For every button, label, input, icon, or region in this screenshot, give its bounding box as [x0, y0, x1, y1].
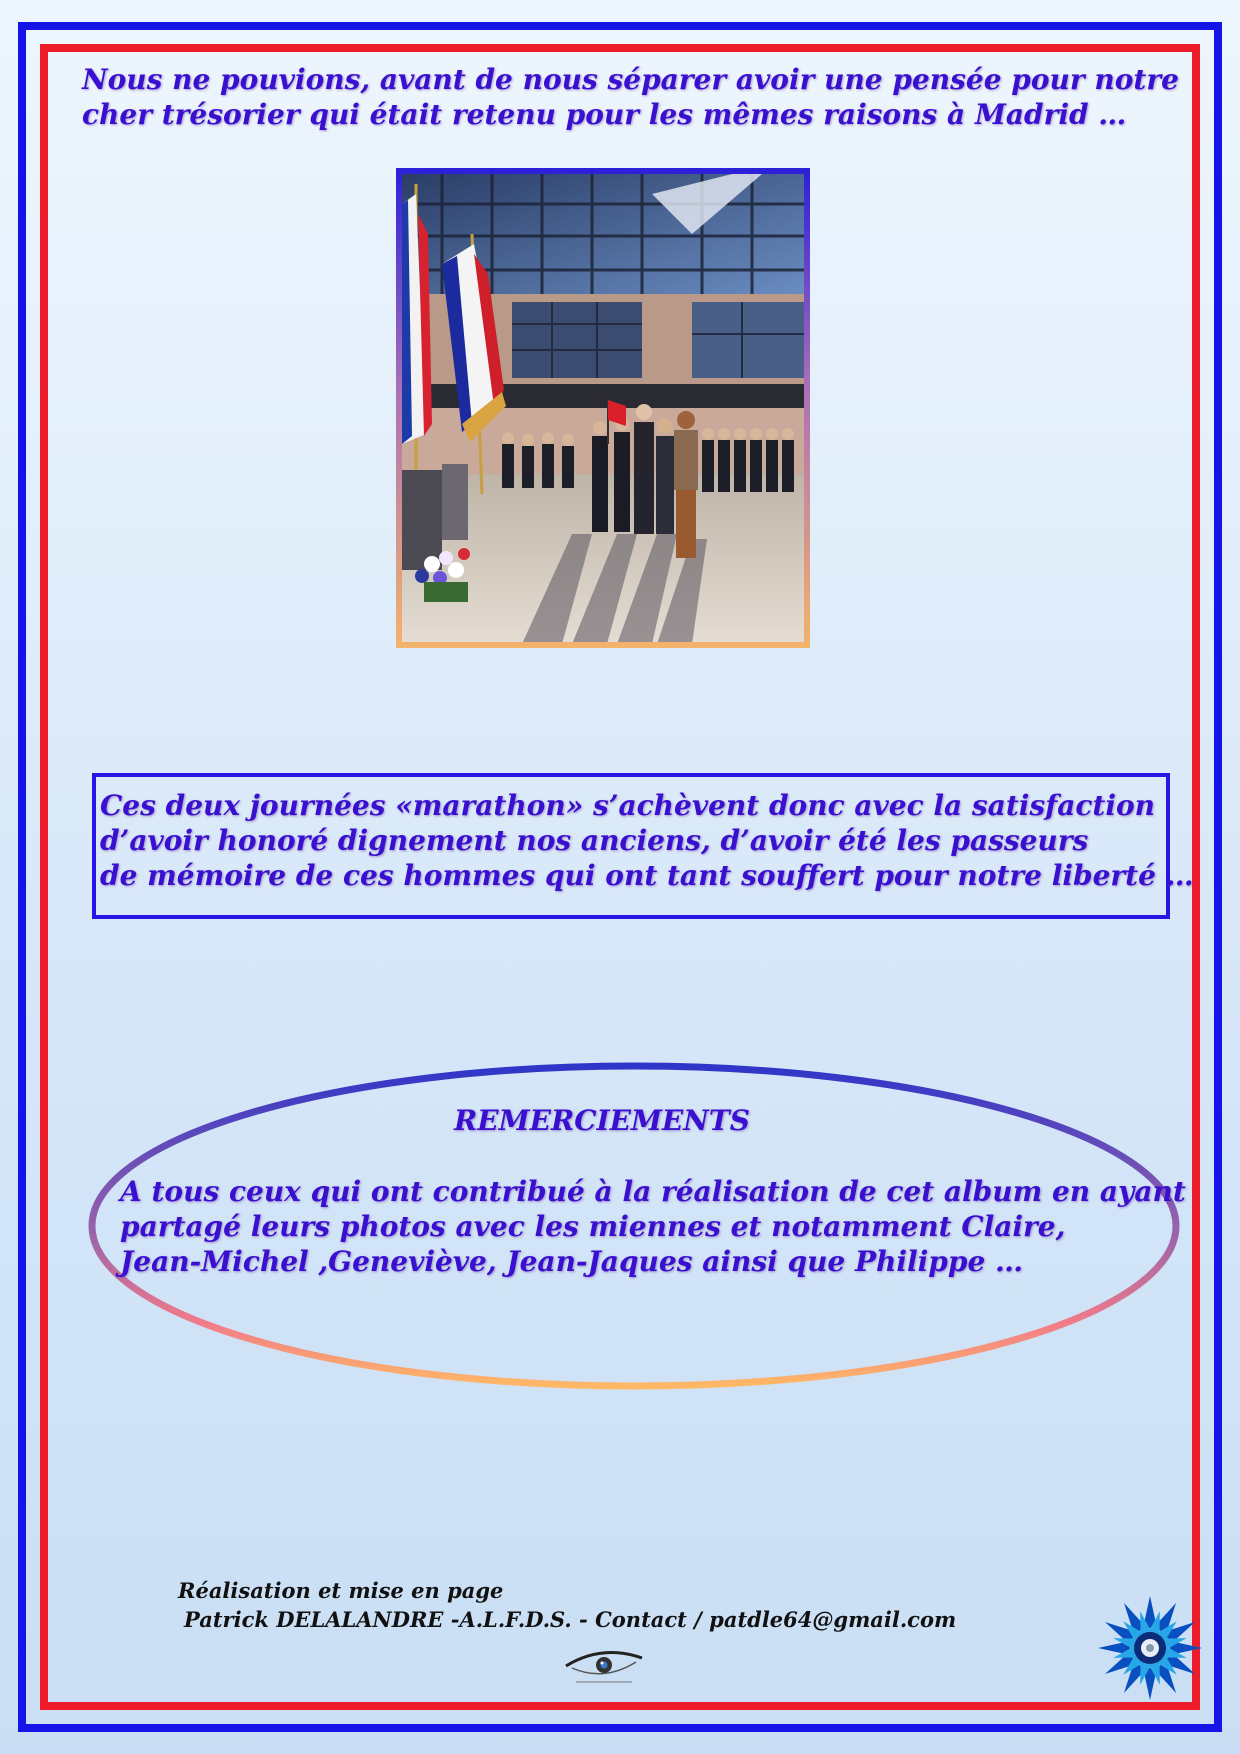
cornflower-icon	[1096, 1594, 1204, 1702]
intro-paragraph	[82, 62, 1179, 132]
credit-line-2: Patrick DELALANDRE -A.L.F.D.S. - Contact / patdle64@gmail.com	[184, 1607, 957, 1632]
credit-line-1: Réalisation et mise en page	[178, 1578, 504, 1603]
intro-line: Nous ne pouvions, avant de nous séparer avoir une pensée pour notre	[82, 63, 1179, 96]
thanks-line: partagé leurs photos avec les miennes et notamment Claire,	[120, 1210, 1066, 1243]
ceremony-photo-illustration	[402, 174, 804, 642]
thanks-line: Jean-Michel ,Geneviève, Jean-Jaques ainsi que Philippe …	[120, 1245, 1024, 1278]
thanks-title: REMERCIEMENTS	[454, 1104, 750, 1137]
credit-block	[178, 1576, 1078, 1634]
intro-line: cher trésorier qui était retenu pour les mêmes raisons à Madrid …	[82, 98, 1127, 131]
quote-line: Ces deux journées «marathon» s’achèvent donc avec la satisfaction	[100, 789, 1155, 822]
quote-paragraph	[100, 788, 1194, 893]
ceremony-photo	[396, 168, 810, 648]
eye-logo	[562, 1648, 646, 1688]
quote-line: de mémoire de ces hommes qui ont tant souffert pour notre liberté …	[100, 859, 1194, 892]
quote-line: d’avoir honoré dignement nos anciens, d’avoir été les passeurs	[100, 824, 1089, 857]
thanks-line: A tous ceux qui ont contribué à la réalisation de cet album en ayant	[120, 1175, 1186, 1208]
thanks-paragraph	[120, 1174, 1186, 1279]
